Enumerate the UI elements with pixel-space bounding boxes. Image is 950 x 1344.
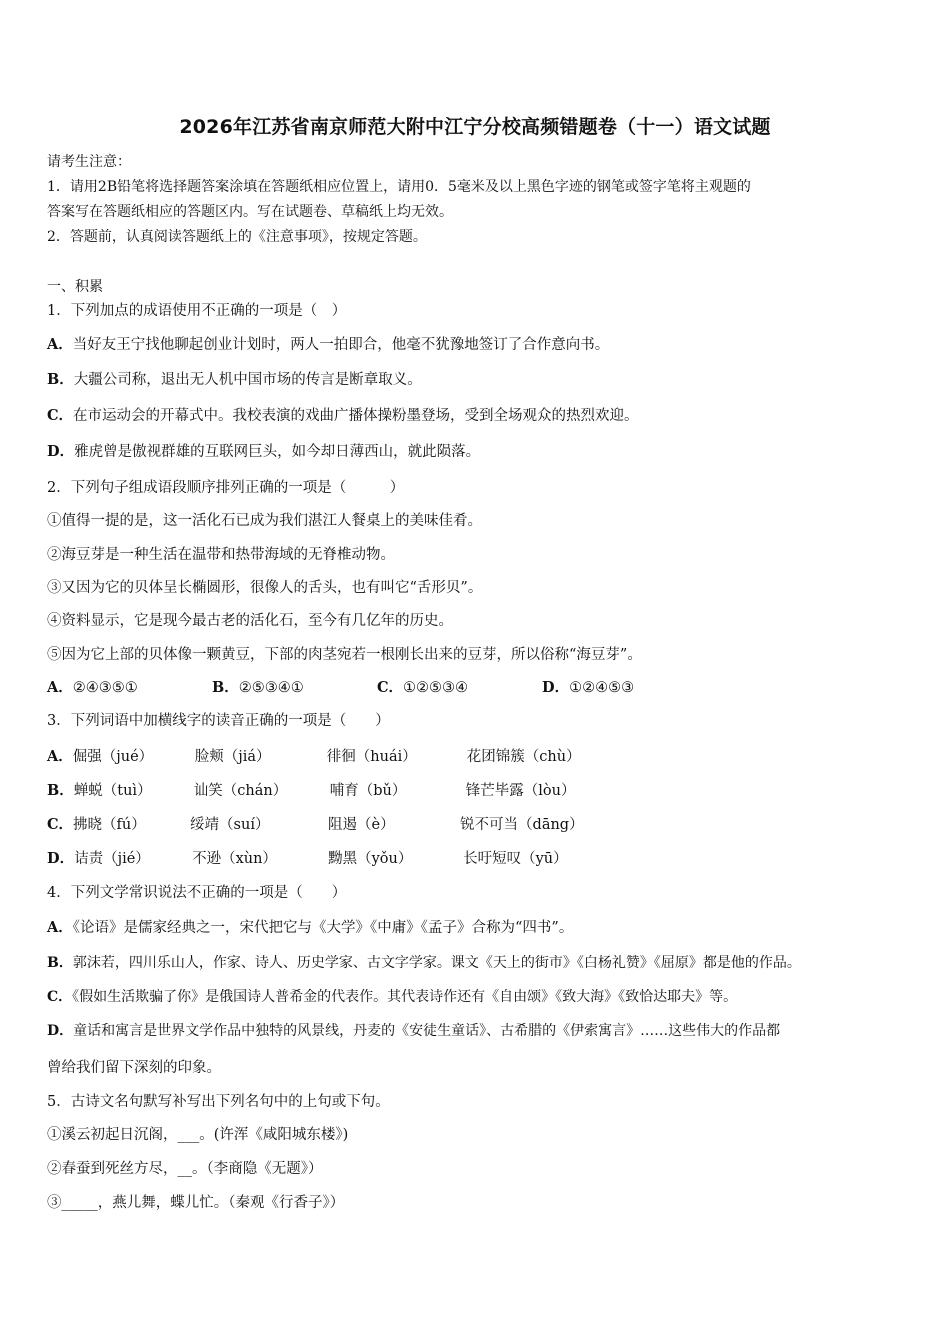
option-label: C． [47,989,73,1005]
question-4-option-c [47,987,737,1007]
option-label: D． [47,443,75,460]
word: 阻遏（è） [328,817,395,833]
option-text: ①②④⑤③ [569,680,635,696]
option-label: D． [47,850,75,867]
question-1-option-c [47,406,639,426]
question-2-sentence-3: ③又因为它的贝体呈长椭圆形，很像人的舌头，也有叫它“舌形贝”。 [47,580,483,596]
question-4-stem: 4．下列文学常识说法不正确的一项是（ ） [47,885,347,901]
question-2-stem: 2．下列句子组成语段顺序排列正确的一项是（ ） [47,480,405,496]
word: 长吁短叹（yū） [463,851,568,867]
option-label: B． [47,782,74,799]
question-2-sentence-5: ⑤因为它上部的贝体像一颗黄豆，下部的肉茎宛若一根刚长出来的豆芽，所以俗称“海豆芽”。 [47,647,642,663]
question-1-stem: 1．下列加点的成语使用不正确的一项是（ ） [47,303,347,319]
notice-item-1: 1．请用2B铅笔将选择题答案涂填在答题纸相应位置上，请用0．5毫米及以上黑色字迹的钢笔或签字笔将主观题的 [47,179,751,195]
question-5-line-1: ①溪云初起日沉阁，___。(许浑《咸阳城东楼》) [47,1127,349,1143]
word: 黝黑（yǒu） [328,851,413,867]
option-label: A． [47,748,73,765]
word: 花团锦簇（chù） [466,749,581,765]
option-text: 雅虎曾是傲视群雄的互联网巨头，如今却日薄西山，就此陨落。 [74,444,481,460]
option-label: C． [377,679,404,696]
option-label: B． [47,371,74,388]
section-heading: 一、积累 [47,279,103,295]
option-c [377,678,542,698]
option-text: ①②⑤③④ [403,680,469,696]
question-3-stem: 3．下列词语中加横线字的读音正确的一项是（ ） [47,713,390,729]
option-d [542,678,634,698]
word: 拂晓（fú） [73,817,146,833]
question-1-option-a [47,335,609,355]
question-2-sentence-4: ④资料显示，它是现今最古老的活化石，至今有几亿年的历史。 [47,613,453,629]
question-1-option-d [47,442,480,462]
question-5-line-2: ②春蚕到死丝方尽，__。（李商隐《无题》） [47,1161,323,1177]
option-b [212,678,377,698]
option-label: B． [47,955,73,971]
question-4-option-d-cont: 曾给我们留下深刻的印象。 [47,1060,221,1076]
word: 锐不可当（dāng） [460,817,584,833]
option-label: C． [47,407,74,424]
word: 哺育（bǔ） [329,783,407,799]
option-label: D． [542,679,570,696]
question-4-option-d [47,1021,780,1041]
option-text: 在市运动会的开幕式中。我校表演的戏曲广播体操粉墨登场，受到全场观众的热烈欢迎。 [73,408,639,424]
question-2-options [47,678,634,698]
option-label: A． [47,679,73,696]
question-3-option-d [47,849,568,869]
question-3-option-c [47,815,584,835]
question-5-stem: 5．古诗文名句默写补写出下列名句中的上句或下句。 [47,1094,390,1110]
word: 蝉蜕（tuì） [73,783,152,799]
question-2-sentence-1: ①值得一提的是，这一活化石已成为我们湛江人餐桌上的美味佳肴。 [47,513,482,529]
option-label: A． [47,336,73,353]
option-text: 《论语》是儒家经典之一，宋代把它与《大学》《中庸》《孟子》合称为“四书”。 [72,920,574,936]
option-text: 大疆公司称，退出无人机中国市场的传言是断章取义。 [73,372,422,388]
word: 脸颊（jiá） [194,749,271,765]
word: 锋芒毕露（lòu） [465,783,576,799]
question-5-line-3: ③_____，燕儿舞，蝶儿忙。（秦观《行香子》） [47,1195,345,1211]
option-text: 当好友王宁找他聊起创业计划时，两人一拍即合，他毫不犹豫地签订了合作意向书。 [72,337,610,353]
question-4-option-a [47,918,573,938]
notice-heading: 请考生注意： [47,154,131,170]
notice-item-2: 2．答题前，认真阅读答题纸上的《注意事项》，按规定答题。 [47,229,427,245]
word: 不逊（xùn） [192,851,277,867]
option-label: A． [47,919,73,936]
option-text: ②④③⑤① [72,680,138,696]
option-text: ②⑤③④① [238,680,304,696]
option-text: 郭沫若，四川乐山人，作家、诗人、历史学家、古文字学家。课文《天上的街市》《白杨礼赞》《屈原》都是他的作品。 [72,955,801,971]
word: 倔强（jué） [72,749,154,765]
option-text: 《假如生活欺骗了你》是俄国诗人普希金的代表作。其代表诗作还有《自由颂》《致大海》《致恰达耶夫》等。 [72,989,738,1005]
word: 徘徊（huái） [326,749,417,765]
notice-item-1-cont: 答案写在答题纸相应的答题区内。写在试题卷、草稿纸上均无效。 [47,204,453,220]
word: 绥靖（suí） [190,817,270,833]
option-a [47,678,212,698]
option-label: B． [212,679,239,696]
question-3-option-b [47,781,575,801]
option-label: D． [47,1023,74,1039]
question-4-option-b [47,953,801,973]
option-label: C． [47,816,74,833]
question-3-option-a [47,747,581,767]
question-1-option-b [47,370,422,390]
page-title: 2026年江苏省南京师范大附中江宁分校高频错题卷（十一）语文试题 [179,116,771,138]
option-text: 童话和寓言是世界文学作品中独特的风景线，丹麦的《安徒生童话》、古希腊的《伊索寓言》……这些伟大的作品都 [73,1023,781,1039]
word: 讪笑（chán） [193,783,288,799]
word: 诘责（jié） [74,851,150,867]
question-2-sentence-2: ②海豆芽是一种生活在温带和热带海域的无脊椎动物。 [47,547,395,563]
